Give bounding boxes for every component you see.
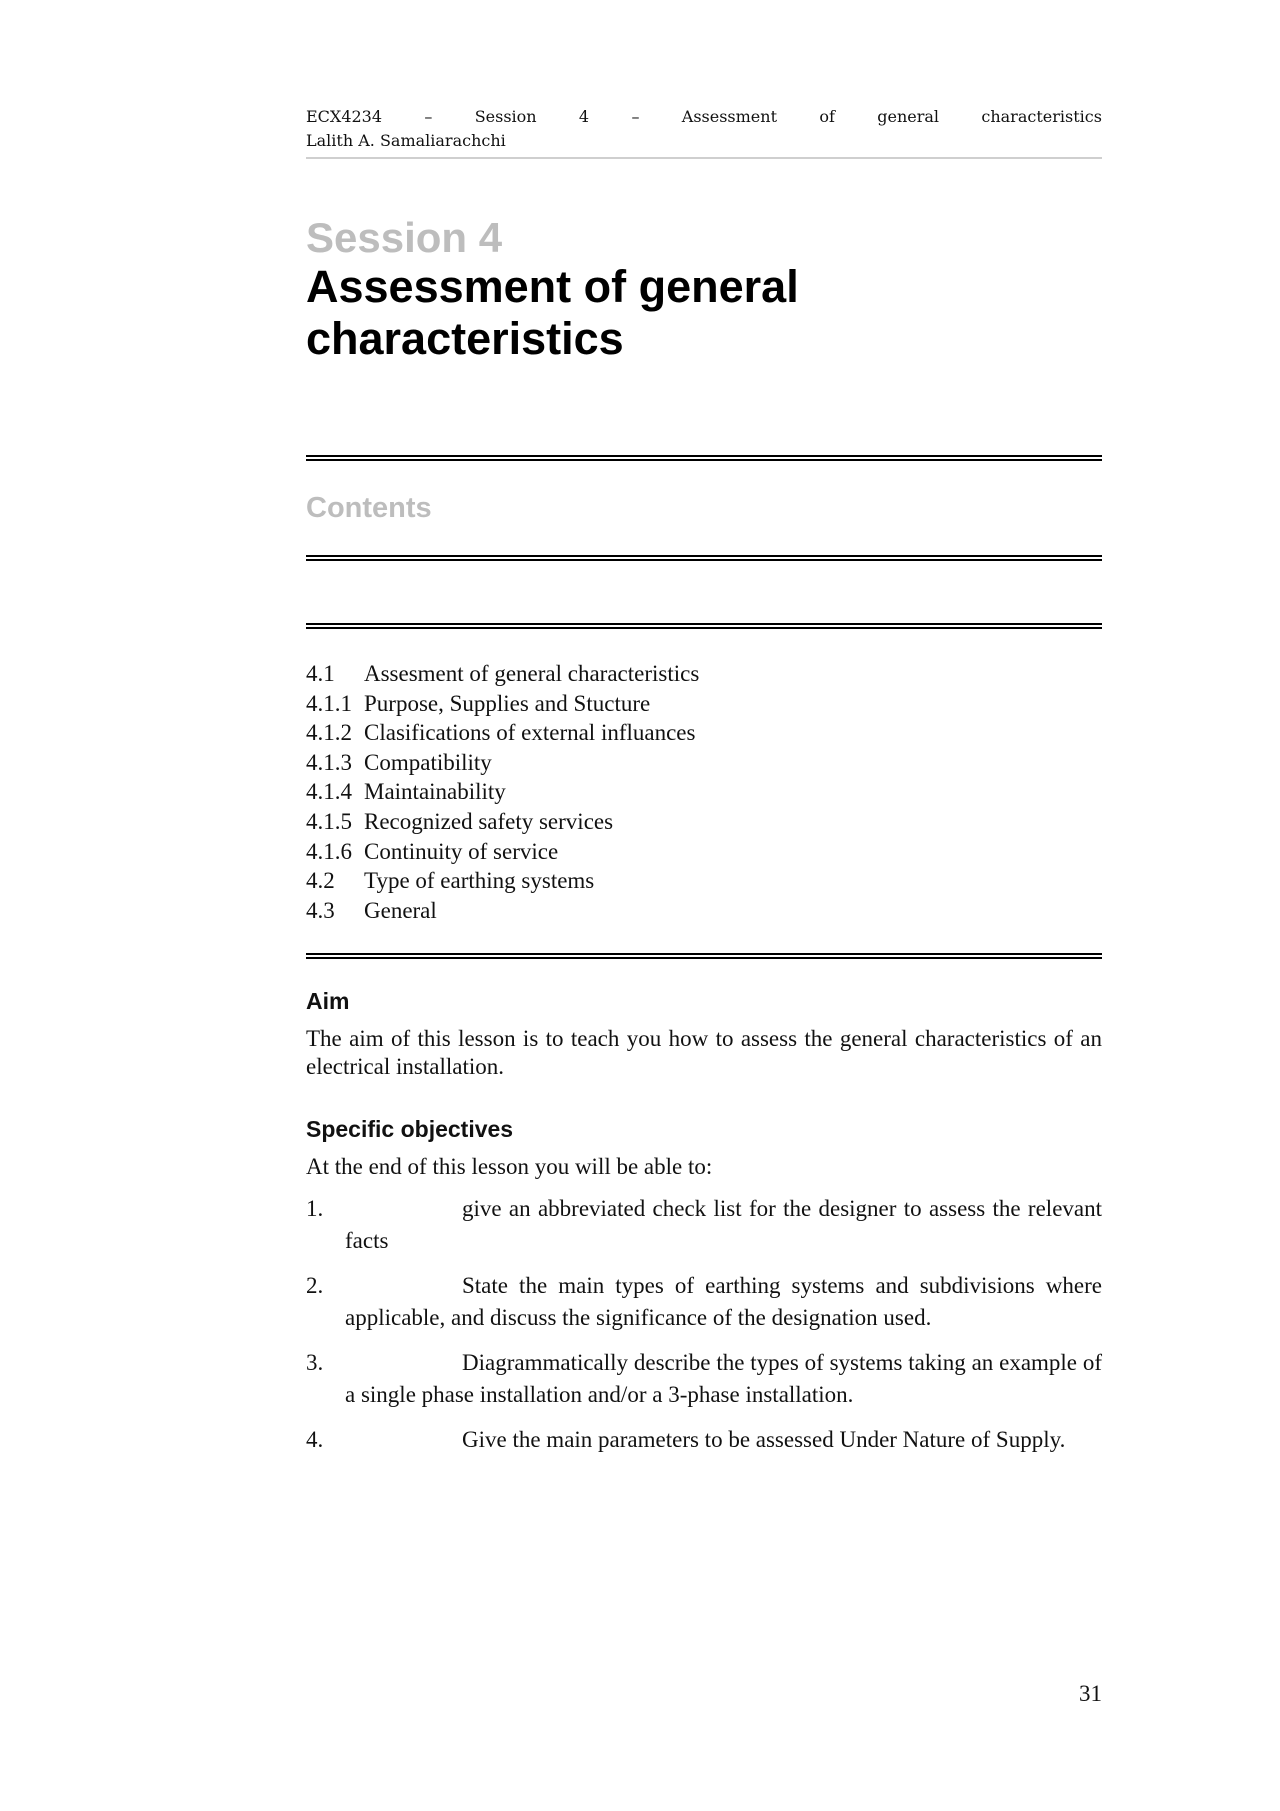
toc-label: Type of earthing systems	[364, 868, 595, 894]
toc-entry	[306, 777, 1102, 807]
toc-number: 4.1.4	[306, 779, 352, 805]
session-label: Session 4	[306, 214, 503, 261]
toc-number: 4.1.5	[306, 808, 352, 834]
toc-number: 4.1.6	[306, 838, 352, 864]
header-word: Assessment	[681, 107, 778, 126]
toc-label: Clasifications of external influances	[364, 720, 696, 746]
page-title: Assessment of general characteristics	[306, 261, 799, 364]
header-word: general	[877, 107, 940, 126]
divider-rule	[306, 623, 1102, 629]
table-of-contents	[306, 659, 1102, 925]
list-text: Give the main parameters to be assessed Under Nature of Supply.	[462, 1427, 1066, 1453]
toc-entry	[306, 748, 1102, 778]
list-item	[306, 1193, 1102, 1257]
list-number: 1.	[306, 1196, 324, 1222]
toc-number: 4.1.1	[306, 690, 352, 716]
toc-label: Compatibility	[364, 749, 492, 775]
toc-label: General	[364, 897, 437, 923]
list-number: 4.	[306, 1427, 324, 1453]
toc-entry	[306, 896, 1102, 926]
running-header-author: Lalith A. Samaliarachchi	[306, 131, 506, 150]
objectives-list	[306, 1193, 1102, 1456]
toc-entry	[306, 689, 1102, 719]
header-word: –	[631, 107, 640, 126]
toc-number: 4.1.2	[306, 720, 352, 746]
aim-heading: Aim	[306, 988, 350, 1015]
toc-entry	[306, 837, 1102, 867]
divider-rule	[306, 555, 1102, 561]
header-word: 4	[578, 107, 590, 126]
toc-label: Purpose, Supplies and Stucture	[364, 690, 651, 716]
list-item	[306, 1347, 1102, 1411]
header-word: ECX4234	[306, 107, 383, 126]
header-word: of	[819, 107, 835, 126]
header-word: Session	[474, 107, 537, 126]
divider-rule	[306, 455, 1102, 461]
contents-heading: Contents	[306, 492, 432, 524]
list-text: give an abbreviated check list for the designer to assess the relevant facts	[345, 1196, 1102, 1254]
running-header	[306, 105, 1102, 159]
toc-entry	[306, 718, 1102, 748]
toc-entry	[306, 659, 1102, 689]
toc-label: Continuity of service	[364, 838, 559, 864]
objectives-heading: Specific objectives	[306, 1116, 514, 1143]
list-item	[306, 1270, 1102, 1334]
running-header-line1	[306, 105, 1102, 129]
list-text: State the main types of earthing systems and subdivisions where applicable, and discuss the significance of the designation used.	[345, 1273, 1102, 1331]
aim-text: The aim of this lesson is to teach you how to assess the general characteristics of an electrical installation.	[306, 1026, 1102, 1080]
list-number: 2.	[306, 1273, 324, 1299]
list-number: 3.	[306, 1350, 324, 1376]
toc-number: 4.1	[306, 661, 335, 686]
page-number: 31	[1079, 1681, 1102, 1706]
toc-number: 4.3	[306, 897, 335, 923]
list-text: Diagrammatically describe the types of systems taking an example of a single phase installation and/or a 3-phase installation.	[345, 1350, 1102, 1408]
list-item	[306, 1424, 1102, 1456]
toc-entry	[306, 807, 1102, 837]
header-word: –	[424, 107, 433, 126]
toc-number: 4.2	[306, 868, 335, 894]
document-page	[306, 105, 1102, 1469]
divider-rule	[306, 953, 1102, 959]
toc-number: 4.1.3	[306, 749, 352, 775]
toc-label: Recognized safety services	[364, 808, 614, 834]
objectives-intro: At the end of this lesson you will be able to:	[306, 1154, 713, 1180]
header-word: characteristics	[981, 107, 1102, 126]
toc-label: Maintainability	[364, 779, 506, 805]
toc-entry	[306, 866, 1102, 896]
toc-label: Assesment of general characteristics	[364, 661, 700, 686]
